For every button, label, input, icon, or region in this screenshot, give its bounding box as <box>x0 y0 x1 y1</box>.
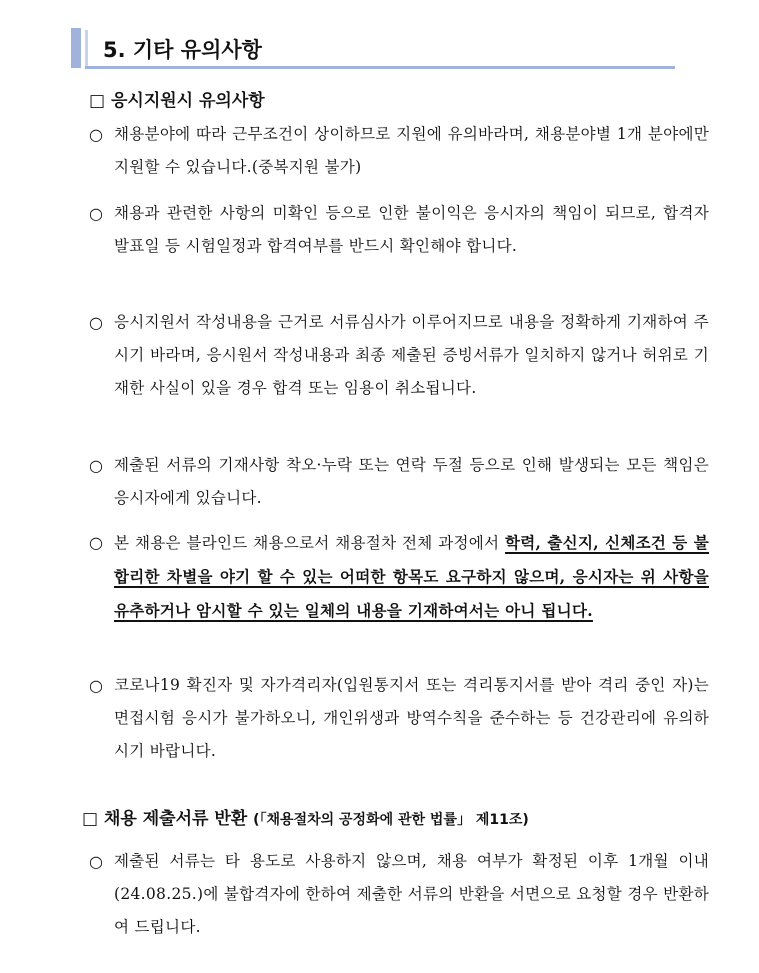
section-title: 5. 기타 유의사항 <box>103 38 262 62</box>
emphasized-notice: 학력, 출신지, 신체조건 등 불합리한 차별을 야기 할 수 있는 어떠한 항목도 요구하지 않으며, 응시자는 위 사항을 유추하거나 암시할 수 있는 일체의 내용을 기재하여서는 아니 됩니다. <box>114 533 709 620</box>
notice-item <box>89 118 709 184</box>
notice-text: 코로나19 확진자 및 자가격리자(입원통지서 또는 격리통지서를 받아 격리 중인 자)는 면접시험 응시가 불가하오니, 개인위생과 방역수칙을 준수하는 등 건강관리에 유의하시기 바랍니다. <box>114 676 709 760</box>
circle-bullet-icon: ○ <box>89 533 103 552</box>
subheading-law-note: (「채용절차의 공정화에 관한 법률」 제11조) <box>253 812 529 828</box>
subheading-label: □ 채용 제출서류 반환 <box>82 809 248 829</box>
notice-text: 채용분야에 따라 근무조건이 상이하므로 지원에 유의바라며, 채용분야별 1개 분야에만 지원할 수 있습니다.(중복지원 불가) <box>114 125 709 176</box>
notice-item <box>89 845 709 944</box>
circle-bullet-icon: ○ <box>89 852 103 871</box>
notice-text: 채용과 관련한 사항의 미확인 등으로 인한 불이익은 응시자의 책임이 되므로, 합격자 발표일 등 시험일정과 합격여부를 반드시 확인해야 합니다. <box>114 204 709 255</box>
subheading-document-return <box>82 804 529 829</box>
notice-item <box>89 306 709 405</box>
circle-bullet-icon: ○ <box>89 676 103 695</box>
notice-text: 제출된 서류의 기재사항 착오·누락 또는 연락 두절 등으로 인해 발생되는 모든 책임은 응시자에게 있습니다. <box>114 456 709 507</box>
notice-item <box>89 197 709 263</box>
circle-bullet-icon: ○ <box>89 204 103 223</box>
section-underline <box>85 66 675 69</box>
notice-text: 제출된 서류는 타 용도로 사용하지 않으며, 채용 여부가 확정된 이후 1개월 이내(24.08.25.)에 불합격자에 한하여 제출한 서류의 반환을 서면으로 요청할 경우 반환하여 드립니다. <box>114 852 709 936</box>
subheading-application-notes: □ 응시지원시 유의사항 <box>89 91 265 111</box>
circle-bullet-icon: ○ <box>89 125 103 144</box>
notice-text: 응시지원서 작성내용을 근거로 서류심사가 이루어지므로 내용을 정확하게 기재하여 주시기 바라며, 응시원서 작성내용과 최종 제출된 증빙서류가 일치하지 않거나 허위로 기재한 사실이 있을 경우 합격 또는 임용이 취소됩니다. <box>114 313 709 397</box>
circle-bullet-icon: ○ <box>89 313 103 332</box>
notice-item <box>89 669 709 768</box>
section-accent-bar <box>71 28 81 68</box>
notice-item <box>89 449 709 515</box>
notice-item-blind-hiring <box>89 526 709 628</box>
notice-text <box>114 526 709 628</box>
circle-bullet-icon: ○ <box>89 456 103 475</box>
notice-text-lead: 본 채용은 블라인드 채용으로서 채용절차 전체 과정에서 <box>114 534 506 552</box>
section-header <box>71 28 675 68</box>
section-accent-bar-light <box>85 30 88 66</box>
